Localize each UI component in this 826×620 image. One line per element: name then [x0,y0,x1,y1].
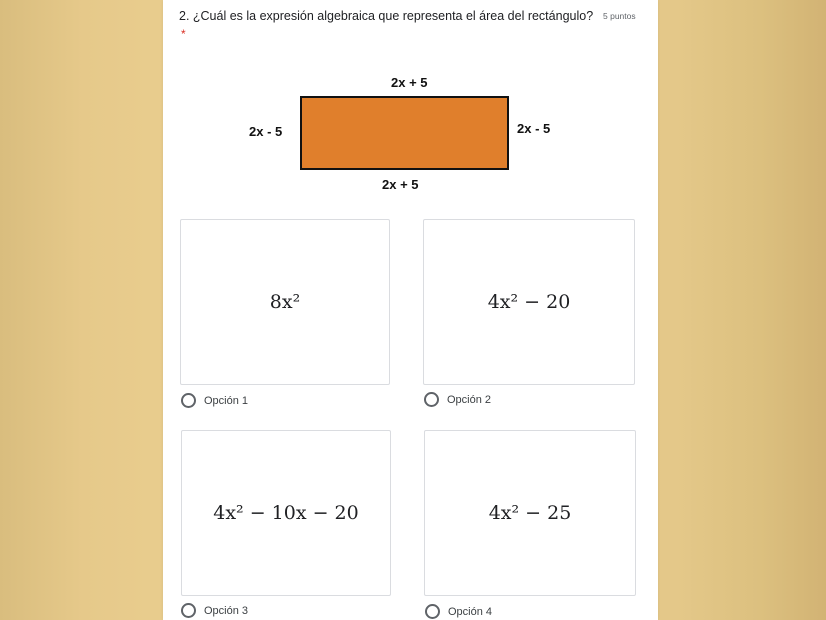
radio-button-icon[interactable] [425,604,440,619]
option-1-expression: 8x² [269,291,301,313]
radio-button-icon[interactable] [424,392,439,407]
question-points: 5 puntos [603,11,636,21]
option-3-label: Opción 3 [204,604,249,617]
option-2-card[interactable] [423,219,635,385]
required-mark: * [181,27,186,41]
option-4-expression: 4x² − 25 [488,502,572,524]
option-4-label: Opción 4 [448,605,493,618]
bottom-side-label: 2x + 5 [382,177,419,192]
option-1[interactable] [181,393,248,408]
option-4[interactable] [425,604,492,619]
rectangle-figure [163,0,658,210]
question-card [163,0,658,620]
option-2-label: Opción 2 [447,393,492,406]
top-side-label: 2x + 5 [391,75,428,90]
option-1-label: Opción 1 [204,394,249,407]
option-2[interactable] [424,392,491,407]
option-3-card[interactable] [181,430,391,596]
radio-button-icon[interactable] [181,603,196,618]
option-3-expression: 4x² − 10x − 20 [213,502,359,524]
orange-rectangle [300,96,509,170]
radio-button-icon[interactable] [181,393,196,408]
question-title: 2. ¿Cuál es la expresión algebraica que representa el área del rectángulo? [179,9,594,23]
left-side-label: 2x - 5 [249,124,283,139]
option-2-expression: 4x² − 20 [487,291,571,313]
option-3[interactable] [181,603,248,618]
option-1-card[interactable] [180,219,390,385]
option-4-card[interactable] [424,430,636,596]
right-side-label: 2x - 5 [517,121,551,136]
